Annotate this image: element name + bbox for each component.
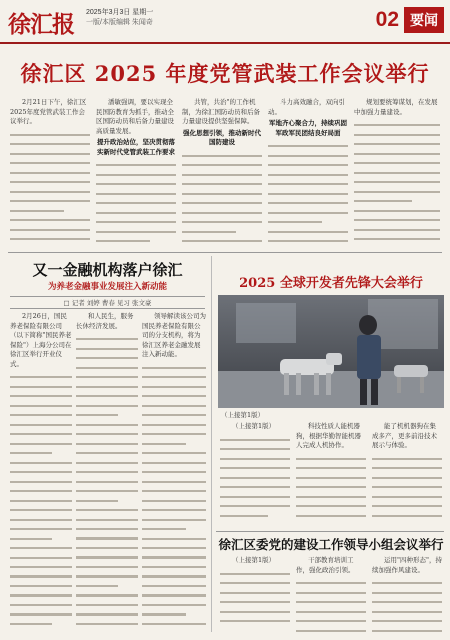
text-line xyxy=(296,630,366,632)
party-column-3-text: 运用"四种形态"，持续加强作风建设。 xyxy=(372,556,442,574)
text-line xyxy=(76,452,138,454)
text-line xyxy=(10,172,90,174)
text-line xyxy=(96,221,176,223)
text-line xyxy=(76,481,138,483)
text-line xyxy=(76,613,138,615)
text-line xyxy=(296,477,366,479)
text-line xyxy=(182,231,236,233)
text-line xyxy=(10,462,72,464)
finance-column-3 xyxy=(142,312,206,632)
finance-byline: □ 记者 刘婷 曹春 见习 张文豪 xyxy=(10,296,205,309)
text-line xyxy=(182,164,262,166)
text-line xyxy=(142,405,206,407)
text-line xyxy=(76,462,138,464)
text-line xyxy=(268,212,348,214)
text-line xyxy=(372,458,442,460)
lead-column-3 xyxy=(182,98,262,246)
text-line xyxy=(142,471,206,473)
text-line xyxy=(96,202,176,204)
text-line xyxy=(372,630,442,632)
text-line xyxy=(142,500,206,502)
text-line xyxy=(76,376,138,378)
text-line xyxy=(268,145,348,147)
text-line xyxy=(142,585,206,587)
section-divider xyxy=(8,252,442,253)
ai-column-1 xyxy=(220,422,290,528)
text-line xyxy=(220,592,290,594)
robot-dog-photo xyxy=(218,295,444,408)
text-line xyxy=(182,202,262,204)
text-line xyxy=(142,490,206,492)
text-line xyxy=(268,164,348,166)
text-line xyxy=(76,585,118,587)
text-line xyxy=(354,219,440,221)
finance-subheadline: 为养老金融事业发展注入新动能 xyxy=(47,282,167,292)
finance-column-3-text: 领导解读该公司为国民养老保险有限公司的分支机构，将为徐汇区养老金融发展注入新动能。 xyxy=(142,312,206,358)
text-line xyxy=(296,486,366,488)
finance-column-3-body xyxy=(142,367,206,625)
party-column-2-text: 干部教育培训工作，强化政治引领。 xyxy=(296,556,355,574)
text-line xyxy=(142,443,186,445)
text-line xyxy=(76,338,138,340)
text-line xyxy=(354,124,440,126)
ai-column-2-text: 科技性质人能机器狗，根据华勤智能机器人完成人机协作。 xyxy=(296,422,361,449)
text-line xyxy=(182,193,262,195)
text-line xyxy=(372,582,442,584)
finance-column-2-text: 和人民生，服务长休经济发展。 xyxy=(76,312,134,330)
text-line xyxy=(354,143,440,145)
text-line xyxy=(268,231,348,233)
lead-column-5-text: 规划要统筹谋划，在发展中加强力量建设。 xyxy=(354,98,438,116)
text-line xyxy=(76,566,138,568)
finance-column-2 xyxy=(76,312,138,632)
text-line xyxy=(182,155,262,157)
text-line xyxy=(10,500,72,502)
text-line xyxy=(76,594,138,596)
text-line xyxy=(220,573,290,575)
text-line xyxy=(354,210,440,212)
text-line xyxy=(10,528,72,530)
text-line xyxy=(220,515,268,517)
ai-party-divider xyxy=(216,531,444,532)
text-line xyxy=(142,604,206,606)
party-column-1-text: （上接第1版） xyxy=(232,556,276,564)
lead-column-3-text: 共管，共治"的工作机制，为徐汇国防动员和后备力量建设提供坚强保障。 xyxy=(182,98,260,125)
text-line xyxy=(142,623,206,625)
party-column-1-body xyxy=(220,573,290,623)
text-line xyxy=(372,620,442,622)
section-number: 02 xyxy=(375,8,399,31)
text-line xyxy=(268,155,348,157)
text-line xyxy=(142,519,206,521)
text-line xyxy=(10,623,52,625)
text-line xyxy=(10,443,72,445)
lead-column-2 xyxy=(96,98,176,246)
ai-column-2-body xyxy=(296,458,366,517)
text-line xyxy=(220,611,290,613)
text-line xyxy=(220,467,290,469)
text-line xyxy=(296,515,366,517)
text-line xyxy=(182,174,262,176)
text-line xyxy=(142,433,206,435)
text-line xyxy=(76,357,138,359)
text-line xyxy=(10,557,72,559)
text-line xyxy=(96,183,176,185)
text-line xyxy=(10,134,90,136)
text-line xyxy=(10,405,72,407)
text-line xyxy=(10,452,52,454)
text-line xyxy=(10,191,90,193)
text-line xyxy=(296,582,366,584)
text-line xyxy=(220,458,290,460)
text-line xyxy=(10,210,64,212)
text-line xyxy=(268,202,348,204)
lead-column-5 xyxy=(354,98,440,246)
text-line xyxy=(372,592,442,594)
text-line xyxy=(220,477,290,479)
text-line xyxy=(76,433,138,435)
text-line xyxy=(354,200,412,202)
text-line xyxy=(76,500,118,502)
text-line xyxy=(76,623,138,625)
text-line xyxy=(372,467,442,469)
text-line xyxy=(268,174,348,176)
text-line xyxy=(220,448,290,450)
text-line xyxy=(96,212,176,214)
text-line xyxy=(10,162,90,164)
text-line xyxy=(354,134,440,136)
text-line xyxy=(10,538,52,540)
lead-column-4-body xyxy=(268,145,348,242)
text-line xyxy=(220,505,290,507)
ai-column-3 xyxy=(372,422,442,528)
text-line xyxy=(96,174,176,176)
lead-column-4-text: 斗力高效融合，双向引动。 xyxy=(268,98,345,116)
lead-column-1-text: 2月21日下午，徐汇区2025年度党管武装工作会议举行。 xyxy=(10,98,87,125)
text-line xyxy=(220,582,290,584)
text-line xyxy=(268,221,322,223)
text-line xyxy=(76,537,138,539)
text-line xyxy=(142,566,206,568)
ai-column-3-body xyxy=(372,458,442,517)
lead-column-2-body xyxy=(96,164,176,242)
party-headline: 徐汇区委党的建设工作领导小组会议举行 xyxy=(218,537,444,552)
lead-column-1-body xyxy=(10,134,90,241)
text-line xyxy=(142,386,206,388)
lead-column-4 xyxy=(268,98,348,246)
ai-column-2 xyxy=(296,422,366,528)
text-line xyxy=(296,620,366,622)
finance-column-2-body xyxy=(76,338,138,625)
lead-subheading-2: 强化思想引领，推动新时代国防建设 xyxy=(183,128,261,146)
text-line xyxy=(296,467,366,469)
text-line xyxy=(76,490,138,492)
text-line xyxy=(10,604,72,606)
text-line xyxy=(220,620,290,622)
text-line xyxy=(10,433,72,435)
text-line xyxy=(10,414,72,416)
text-line xyxy=(96,164,176,166)
finance-column-1-body xyxy=(10,376,72,625)
text-line xyxy=(10,481,72,483)
text-line xyxy=(10,471,72,473)
section-name: 要闻 xyxy=(404,7,444,33)
text-line xyxy=(182,221,262,223)
text-line xyxy=(142,575,206,577)
column-divider xyxy=(211,256,212,632)
ai-column-1-body xyxy=(220,439,290,517)
text-line xyxy=(142,414,206,416)
text-line xyxy=(10,519,72,521)
text-line xyxy=(142,509,206,511)
ai-column-3-text: 能了机机器狗在集成多产，更多前沿技术展示与体验。 xyxy=(372,422,437,449)
ai-conference-headline: 2025 全球开发者先锋大会举行 xyxy=(239,276,423,291)
text-line xyxy=(142,424,206,426)
text-line xyxy=(220,439,290,441)
text-line xyxy=(10,229,90,231)
text-line xyxy=(182,212,262,214)
text-line xyxy=(10,395,72,397)
text-line xyxy=(76,547,138,549)
text-line xyxy=(354,153,440,155)
lead-headline: 徐汇区 2025 年度党管武装工作会议举行 xyxy=(20,61,430,86)
text-line xyxy=(142,528,186,530)
text-line xyxy=(10,200,90,202)
text-line xyxy=(372,477,442,479)
text-line xyxy=(296,601,366,603)
text-line xyxy=(76,528,138,530)
text-line xyxy=(182,240,262,242)
finance-headline: 又一金融机构落户徐汇 xyxy=(32,261,183,279)
text-line xyxy=(96,231,176,233)
text-line xyxy=(372,486,442,488)
text-line xyxy=(76,414,118,416)
text-line xyxy=(372,611,442,613)
party-column-1 xyxy=(220,556,290,634)
text-line xyxy=(354,191,440,193)
text-line xyxy=(10,613,72,615)
party-column-2-body xyxy=(296,582,366,632)
text-line xyxy=(372,601,442,603)
text-line xyxy=(142,462,206,464)
text-line xyxy=(372,515,442,517)
finance-column-1 xyxy=(10,312,72,632)
text-line xyxy=(76,556,138,558)
text-line xyxy=(10,585,72,587)
text-line xyxy=(142,538,206,540)
text-line xyxy=(10,219,90,221)
text-line xyxy=(10,386,72,388)
text-line xyxy=(296,458,366,460)
text-line xyxy=(142,367,206,369)
text-line xyxy=(76,604,138,606)
lead-column-1 xyxy=(10,98,90,246)
text-line xyxy=(76,348,138,350)
text-line xyxy=(76,424,138,426)
text-line xyxy=(220,601,290,603)
text-line xyxy=(76,405,138,407)
masthead xyxy=(0,0,450,44)
text-line xyxy=(76,519,138,521)
text-line xyxy=(354,181,440,183)
section-marker xyxy=(376,6,444,34)
text-line xyxy=(296,592,366,594)
text-line xyxy=(372,496,442,498)
text-line xyxy=(76,386,138,388)
text-line xyxy=(142,395,206,397)
text-line xyxy=(268,183,348,185)
text-line xyxy=(354,229,440,231)
text-line xyxy=(296,496,366,498)
text-line xyxy=(10,238,90,240)
text-line xyxy=(142,556,206,558)
text-line xyxy=(10,547,72,549)
text-line xyxy=(96,193,176,195)
text-line xyxy=(354,172,440,174)
party-column-3 xyxy=(372,556,442,634)
text-line xyxy=(10,594,72,596)
text-line xyxy=(354,238,440,240)
ai-column-1-text: （上接第1版） xyxy=(232,422,276,430)
text-line xyxy=(268,193,348,195)
text-line xyxy=(76,367,138,369)
text-line xyxy=(96,240,150,242)
text-line xyxy=(10,575,72,577)
text-line xyxy=(296,505,366,507)
lead-column-5-body xyxy=(354,124,440,240)
issue-date: 2025年3月3日 星期一 xyxy=(86,9,154,16)
text-line xyxy=(372,505,442,507)
text-line xyxy=(76,575,138,577)
party-column-3-body xyxy=(372,582,442,632)
text-line xyxy=(10,143,90,145)
editor-info: 一版/本版编辑 朱闻奇 xyxy=(86,19,153,26)
text-line xyxy=(354,162,440,164)
text-line xyxy=(76,443,138,445)
text-line xyxy=(142,594,206,596)
text-line xyxy=(268,240,348,242)
text-line xyxy=(76,395,138,397)
lead-column-2-text: 潘敏强调，要以实现全民国防教育为抓手，推动全区国防动员和后备力量建设高质量发展。 xyxy=(96,98,174,135)
text-line xyxy=(10,376,72,378)
text-line xyxy=(10,424,72,426)
text-line xyxy=(10,181,90,183)
text-line xyxy=(76,509,138,511)
text-line xyxy=(10,153,90,155)
text-line xyxy=(296,611,366,613)
lead-subheading-3: 军地齐心聚合力，持续巩固军政军民团结良好局面 xyxy=(269,119,347,137)
lead-subheading-1: 提升政治站位，坚决贯彻落实新时代党管武装工作要求 xyxy=(97,138,175,156)
newspaper-logo: 徐汇报 xyxy=(8,11,74,38)
text-line xyxy=(10,566,72,568)
text-line xyxy=(220,496,290,498)
text-line xyxy=(10,509,72,511)
lead-column-3-body xyxy=(182,155,262,243)
text-line xyxy=(182,183,262,185)
photo-caption: （上接第1版） xyxy=(221,411,265,419)
text-line xyxy=(142,481,206,483)
issue-info xyxy=(86,8,153,28)
conference-photo xyxy=(218,295,444,408)
text-line xyxy=(10,490,72,492)
text-line xyxy=(142,613,186,615)
text-line xyxy=(142,547,206,549)
party-column-2 xyxy=(296,556,366,634)
text-line xyxy=(220,486,290,488)
text-line xyxy=(142,452,206,454)
text-line xyxy=(142,376,206,378)
text-line xyxy=(76,471,138,473)
finance-column-1-text: 2月26日，国民养老保险有限公司（以下简称"国民养老保险"）上海分公司在徐汇区举行开业仪式。 xyxy=(10,312,72,368)
